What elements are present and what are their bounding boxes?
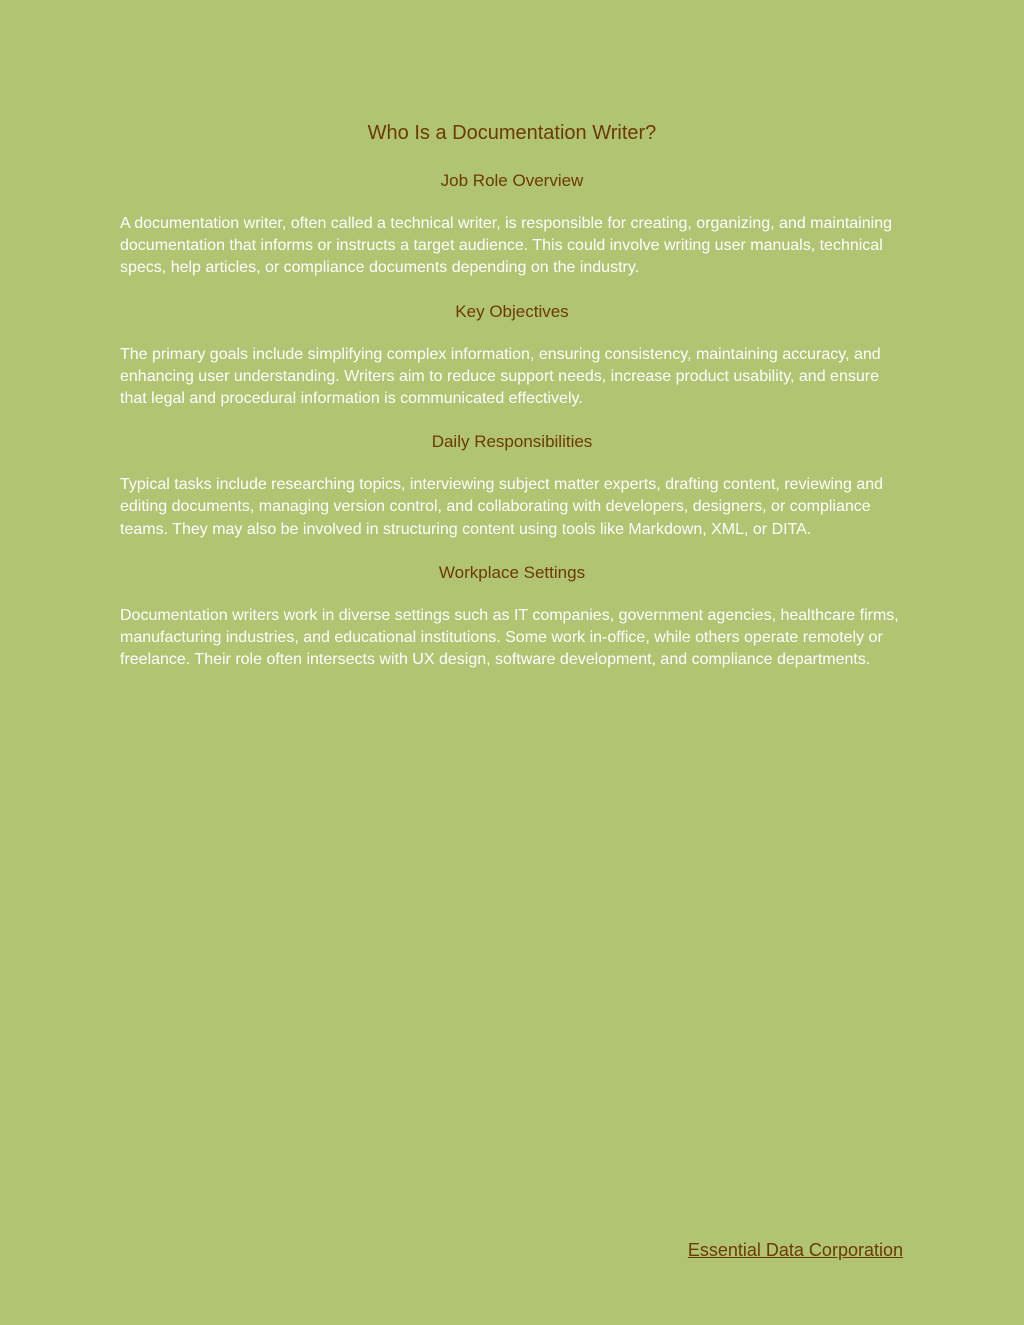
- section-daily-responsibilities: [120, 431, 904, 541]
- section-heading: Key Objectives: [455, 301, 569, 321]
- footer-company-link[interactable]: Essential Data Corporation: [687, 1240, 903, 1260]
- section-body: A documentation writer, often called a technical writer, is responsible for creating, organizing, and maintaining documentation that informs or instructs a target audience. This could involve writing user manuals, technical specs, help articles, or compliance documents depending on the industry.: [120, 215, 892, 277]
- section-heading: Job Role Overview: [440, 171, 584, 190]
- section-job-role-overview: [120, 170, 904, 280]
- section-body: Documentation writers work in diverse settings such as IT companies, government agencies, healthcare firms, manufacturing industries, and educational institutions. Some work in-office, while others operate remotely or freelance. Their role often intersects with UX design, software development, and compliance departments.: [120, 606, 899, 669]
- section-body: Typical tasks include researching topics, interviewing subject matter experts, drafting content, reviewing and editing documents, managing version control, and collaborating with developers, designers, or compliance teams. They may also be involved in structuring content using tools like Markdown, XML, or DITA.: [120, 476, 884, 538]
- section-key-objectives: [120, 301, 904, 411]
- document-page: [120, 120, 904, 671]
- section-heading: Daily Responsibilities: [431, 432, 593, 452]
- section-workplace-settings: [120, 562, 904, 672]
- page-title: Who Is a Documentation Writer?: [367, 122, 657, 144]
- section-body: The primary goals include simplifying complex information, ensuring consistency, maintaining accuracy, and enhancing user understanding. Writers aim to reduce support needs, increase product usability, and ensure that legal and procedural information is communicated effectively.: [120, 345, 881, 408]
- section-heading: Workplace Settings: [438, 562, 586, 582]
